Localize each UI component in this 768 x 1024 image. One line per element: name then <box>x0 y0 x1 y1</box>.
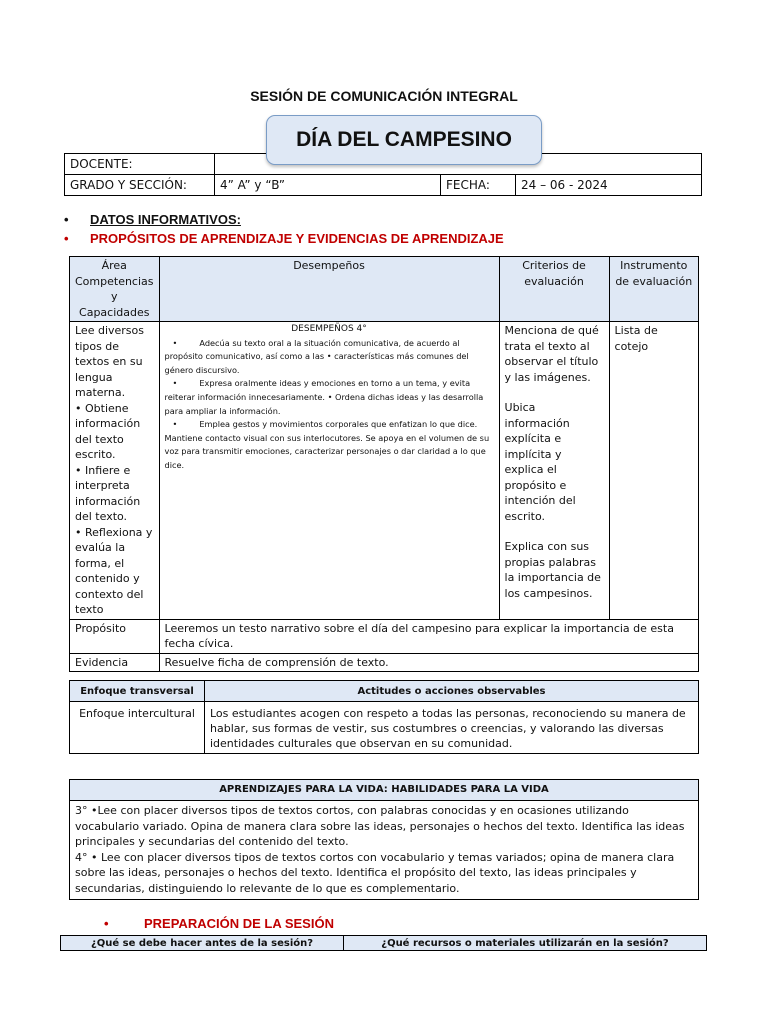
banner-title: DÍA DEL CAMPESINO <box>266 115 542 165</box>
header-instrumento: Instrumento de evaluación <box>609 257 698 322</box>
docente-label: DOCENTE: <box>65 154 215 175</box>
bullet-icon: • <box>172 337 178 348</box>
evidencia-value: Resuelve ficha de comprensión de texto. <box>159 653 698 672</box>
bullet-icon: • <box>64 231 69 246</box>
evidencia-row <box>70 653 699 672</box>
bullet-icon: • <box>64 212 69 227</box>
desempeno-text: Emplea gestos y movimientos corporales que enfatizan lo que dice. Mantiene contacto visual con sus interlocutores. Se apoya en el volumen de su voz para transmitir emociones, caracterizar personajes o dar claridad a lo que dice. <box>164 419 490 470</box>
fecha-value: 24 – 06 - 2024 <box>516 175 702 196</box>
grado-label: GRADO Y SECCIÓN: <box>65 175 215 196</box>
enfoque-row <box>70 702 699 754</box>
heading-datos-text: DATOS INFORMATIVOS: <box>90 212 241 227</box>
heading-preparacion <box>104 916 334 931</box>
desempeno-item <box>165 377 494 418</box>
bullet-icon: • <box>172 419 178 430</box>
preparacion-header-row <box>61 936 707 951</box>
enfoque-header-row <box>70 681 699 702</box>
aprendizajes-content <box>70 801 699 900</box>
desempenos-cell <box>159 322 499 620</box>
grado-row <box>65 175 702 196</box>
competencias-cell <box>70 322 160 620</box>
instrumento-cell: Lista de cotejo <box>609 322 698 620</box>
session-title: SESIÓN DE COMUNICACIÓN INTEGRAL <box>250 88 518 104</box>
criterio-item: Menciona de qué trata el texto al observar el título y las imágenes. <box>504 324 599 384</box>
fecha-label: FECHA: <box>441 175 516 196</box>
heading-propositos-text: PROPÓSITOS DE APRENDIZAJE Y EVIDENCIAS DE APRENDIZAJE <box>90 231 504 246</box>
desempeno-text: Adecúa su texto oral a la situación comunicativa, de acuerdo al propósito comunicativo, así como a las • características más comunes del género discursivo. <box>164 337 469 375</box>
enfoque-table <box>69 680 699 754</box>
preparacion-header-right: ¿Qué recursos o materiales utilizarán en la sesión? <box>344 936 707 951</box>
desempenos-title: DESEMPEÑOS 4° <box>291 324 367 334</box>
enfoque-header-right: Actitudes o acciones observables <box>205 681 699 702</box>
enfoque-name: Enfoque intercultural <box>70 702 205 754</box>
criterio-item: Ubica información explícita e implícita y explica el propósito e intención del escrito. <box>504 401 576 523</box>
proposito-row <box>70 619 699 653</box>
aprendizajes-row <box>70 801 699 900</box>
bullet-icon: • <box>104 916 109 931</box>
heading-datos <box>64 212 241 227</box>
competencia-item: • Obtiene información del texto escrito. <box>75 401 141 461</box>
grado-value: 4” A” y “B” <box>215 175 441 196</box>
enfoque-actitudes: Los estudiantes acogen con respeto a todas las personas, reconociendo su manera de hablar, sus formas de vestir, sus costumbres o creencias, y valorando las diversas identidades culturales que observan en su comunidad. <box>205 702 699 754</box>
proposito-value: Leeremos un testo narrativo sobre el día del campesino para explicar la importancia de esta fecha cívica. <box>159 619 698 653</box>
preparacion-header-left: ¿Qué se debe hacer antes de la sesión? <box>61 936 344 951</box>
bullet-icon: • <box>172 378 178 389</box>
competencias-row <box>70 322 699 620</box>
aprendizajes-header-row <box>70 780 699 801</box>
aprendizaje-3: 3° •Lee con placer diversos tipos de textos cortos, con palabras conocidas y en ocasiones utilizando vocabulario variado. Opina de manera clara sobre las ideas, personajes o hechos del texto. Identifica las ideas principales y secundarias del contenido del texto. <box>75 804 685 848</box>
criterio-item: Explica con sus propias palabras la importancia de los campesinos. <box>504 540 601 600</box>
desempeno-item <box>165 337 494 378</box>
competencia-item: Lee diversos tipos de textos en su lengua materna. <box>75 324 144 399</box>
proposito-label: Propósito <box>70 619 160 653</box>
enfoque-header-left: Enfoque transversal <box>70 681 205 702</box>
competencias-header-row <box>70 257 699 322</box>
competencia-item: • Reflexiona y evalúa la forma, el contenido y contexto del texto <box>75 525 153 616</box>
competencias-table <box>69 256 699 672</box>
evidencia-label: Evidencia <box>70 653 160 672</box>
desempeno-text: Expresa oralmente ideas y emociones en torno a un tema, y evita reiterar información innecesariamente. • Ordena dichas ideas y las desarrolla para ampliar la información. <box>164 378 484 416</box>
heading-propositos <box>64 231 504 246</box>
competencia-item: • Infiere e interpreta información del texto. <box>75 463 141 523</box>
header-criterios: Criterios de evaluación <box>499 257 609 322</box>
aprendizajes-header: APRENDIZAJES PARA LA VIDA: HABILIDADES PARA LA VIDA <box>70 780 699 801</box>
aprendizaje-4: 4° • Lee con placer diversos tipos de textos cortos con vocabulario y temas variados; opina de manera clara sobre las ideas, personajes o hechos del texto. Identifica el propósito del texto, las ideas principales y secundarias, distinguiendo lo relevante de lo que es complementario. <box>75 850 675 895</box>
criterios-cell <box>499 322 609 620</box>
desempeno-item <box>165 418 494 472</box>
aprendizajes-table <box>69 779 699 900</box>
header-desempenos: Desempeños <box>159 257 499 322</box>
heading-preparacion-text: PREPARACIÓN DE LA SESIÓN <box>144 916 334 931</box>
preparacion-table <box>60 935 707 951</box>
header-area: Área Competencias y Capacidades <box>70 257 160 322</box>
